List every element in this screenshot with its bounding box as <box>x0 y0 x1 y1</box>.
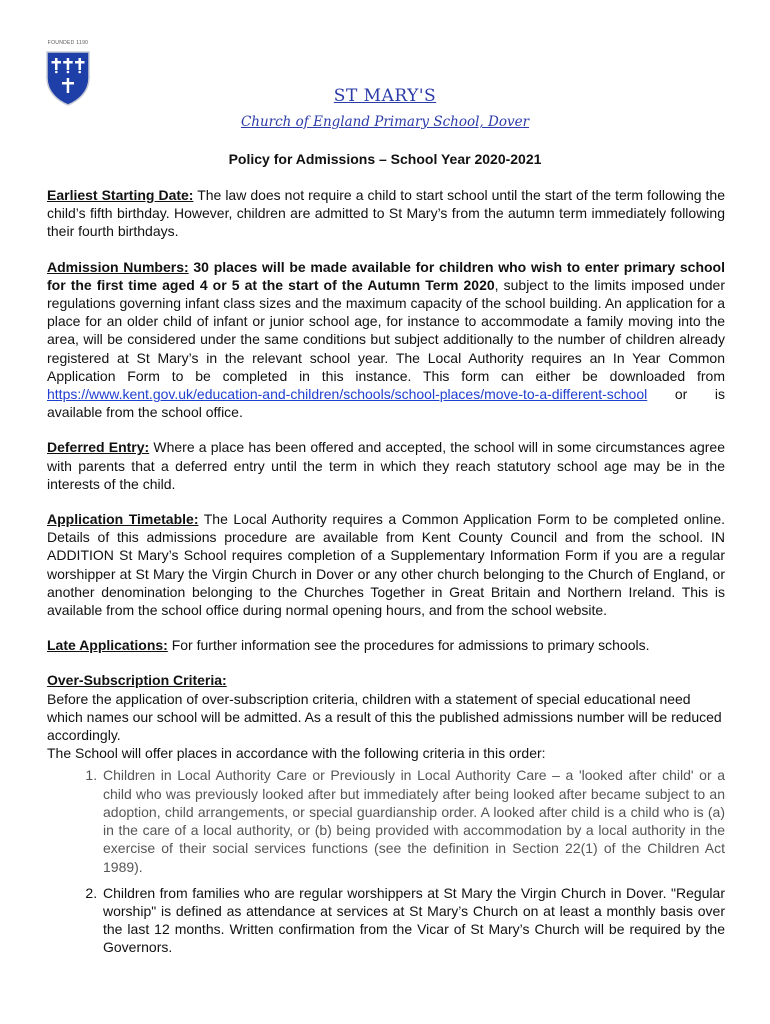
application-timetable-heading: Application Timetable: <box>47 511 199 528</box>
admission-numbers-text-after: or is available from the school office. <box>47 386 725 421</box>
criteria-list <box>47 766 725 956</box>
late-applications-section <box>47 636 725 654</box>
school-name: ST MARY'S <box>333 86 437 106</box>
over-subscription-heading: Over-Subscription Criteria: <box>47 672 227 689</box>
late-applications-heading: Late Applications: <box>47 637 168 654</box>
application-timetable-section <box>47 510 725 619</box>
page-title: Policy for Admissions – School Year 2020-2021 <box>228 151 542 167</box>
criteria-item: 1. Children in Local Authority Care or Previously in Local Authority Care – a 'looked after child' or a child who was previously looked after but immediately after being looked after became subject to an adoption, child arrangements, or special guardianship order. A looked after child is a child who is (a) in the care of a local authority, or (b) being provided with accommodation by a local authority in the exercise of their social services functions (see the definition in Section 22(1) of the Children Act 1989). <box>101 766 725 875</box>
deferred-entry-section <box>47 438 725 493</box>
admission-numbers-section <box>47 258 725 422</box>
over-subscription-section <box>47 671 725 956</box>
admission-numbers-bold-text: 30 places will be made available for children who wish to enter primary school for the first time aged 4 or 5 at the start of the Autumn Term 2020 <box>47 258 725 293</box>
over-subscription-intro-2: The School will offer places in accordance with the following criteria in this order: <box>47 745 546 762</box>
application-timetable-text: The Local Authority requires a Common Application Form to be completed online. Details of this admissions procedure are available from Kent County Council and from the school. IN ADDITION St Mary’s School requires completion of a Supplementary Information Form if you are a regular worshipper at St Mary the Virgin Church in Dover or any other church belonging to the Church of England, or another denomination belonging to the Churches Together in Great Britain and Northern Ireland. This is available from the school office during normal opening hours, and from the school website. <box>47 511 726 619</box>
kent-form-link[interactable]: https://www.kent.gov.uk/education-and-children/schools/school-places/move-to-a-different-school <box>47 386 648 403</box>
deferred-entry-heading: Deferred Entry: <box>47 439 150 456</box>
founded-text: FOUNDED 1190 <box>47 40 89 46</box>
document-body <box>47 186 725 965</box>
earliest-start-heading: Earliest Starting Date: <box>47 187 194 203</box>
school-subtitle: Church of England Primary School, Dover <box>240 114 530 130</box>
earliest-start-text: The law does not require a child to start school until the start of the term following the child’s fifth birthday. However, children are admitted to St Mary’s from the autumn term immediately following their fourth birthdays. <box>47 187 725 240</box>
over-subscription-intro: Before the application of over-subscription criteria, children with a statement of special educational need which names our school will be admitted. As a result of this the published admissions number will be reduced accordingly. <box>47 690 722 744</box>
deferred-entry-text: Where a place has been offered and accepted, the school will in some circumstances agree with parents that a deferred entry until the term in which they reach statutory school age may be in the interests of the child. <box>47 439 726 492</box>
criteria-item: 2. Children from families who are regular worshippers at St Mary the Virgin Church in Dover. "Regular worship" is defined as attendance at services at St Mary’s Church on at least a monthly basis over the last 12 months. Written confirmation from the Vicar of St Mary’s Church will be required by the Governors. <box>101 884 725 957</box>
admission-numbers-heading: Admission Numbers: <box>47 258 189 275</box>
earliest-start-section <box>47 186 725 241</box>
late-applications-text: For further information see the procedures for admissions to primary schools. <box>167 637 650 654</box>
admission-numbers-text: , subject to the limits imposed under regulations governing infant class sizes and the maximum capacity of the school building. An application for a place for an older child of infant or junior school age, for instance to accommodate a family moving into the area, will be considered under the same conditions but subject additionally to the number of children already registered at St Mary’s in the relevant school year. The Local Authority requires an In Year Common Application Form to be completed in this instance. This form can either be downloaded from <box>47 276 725 384</box>
